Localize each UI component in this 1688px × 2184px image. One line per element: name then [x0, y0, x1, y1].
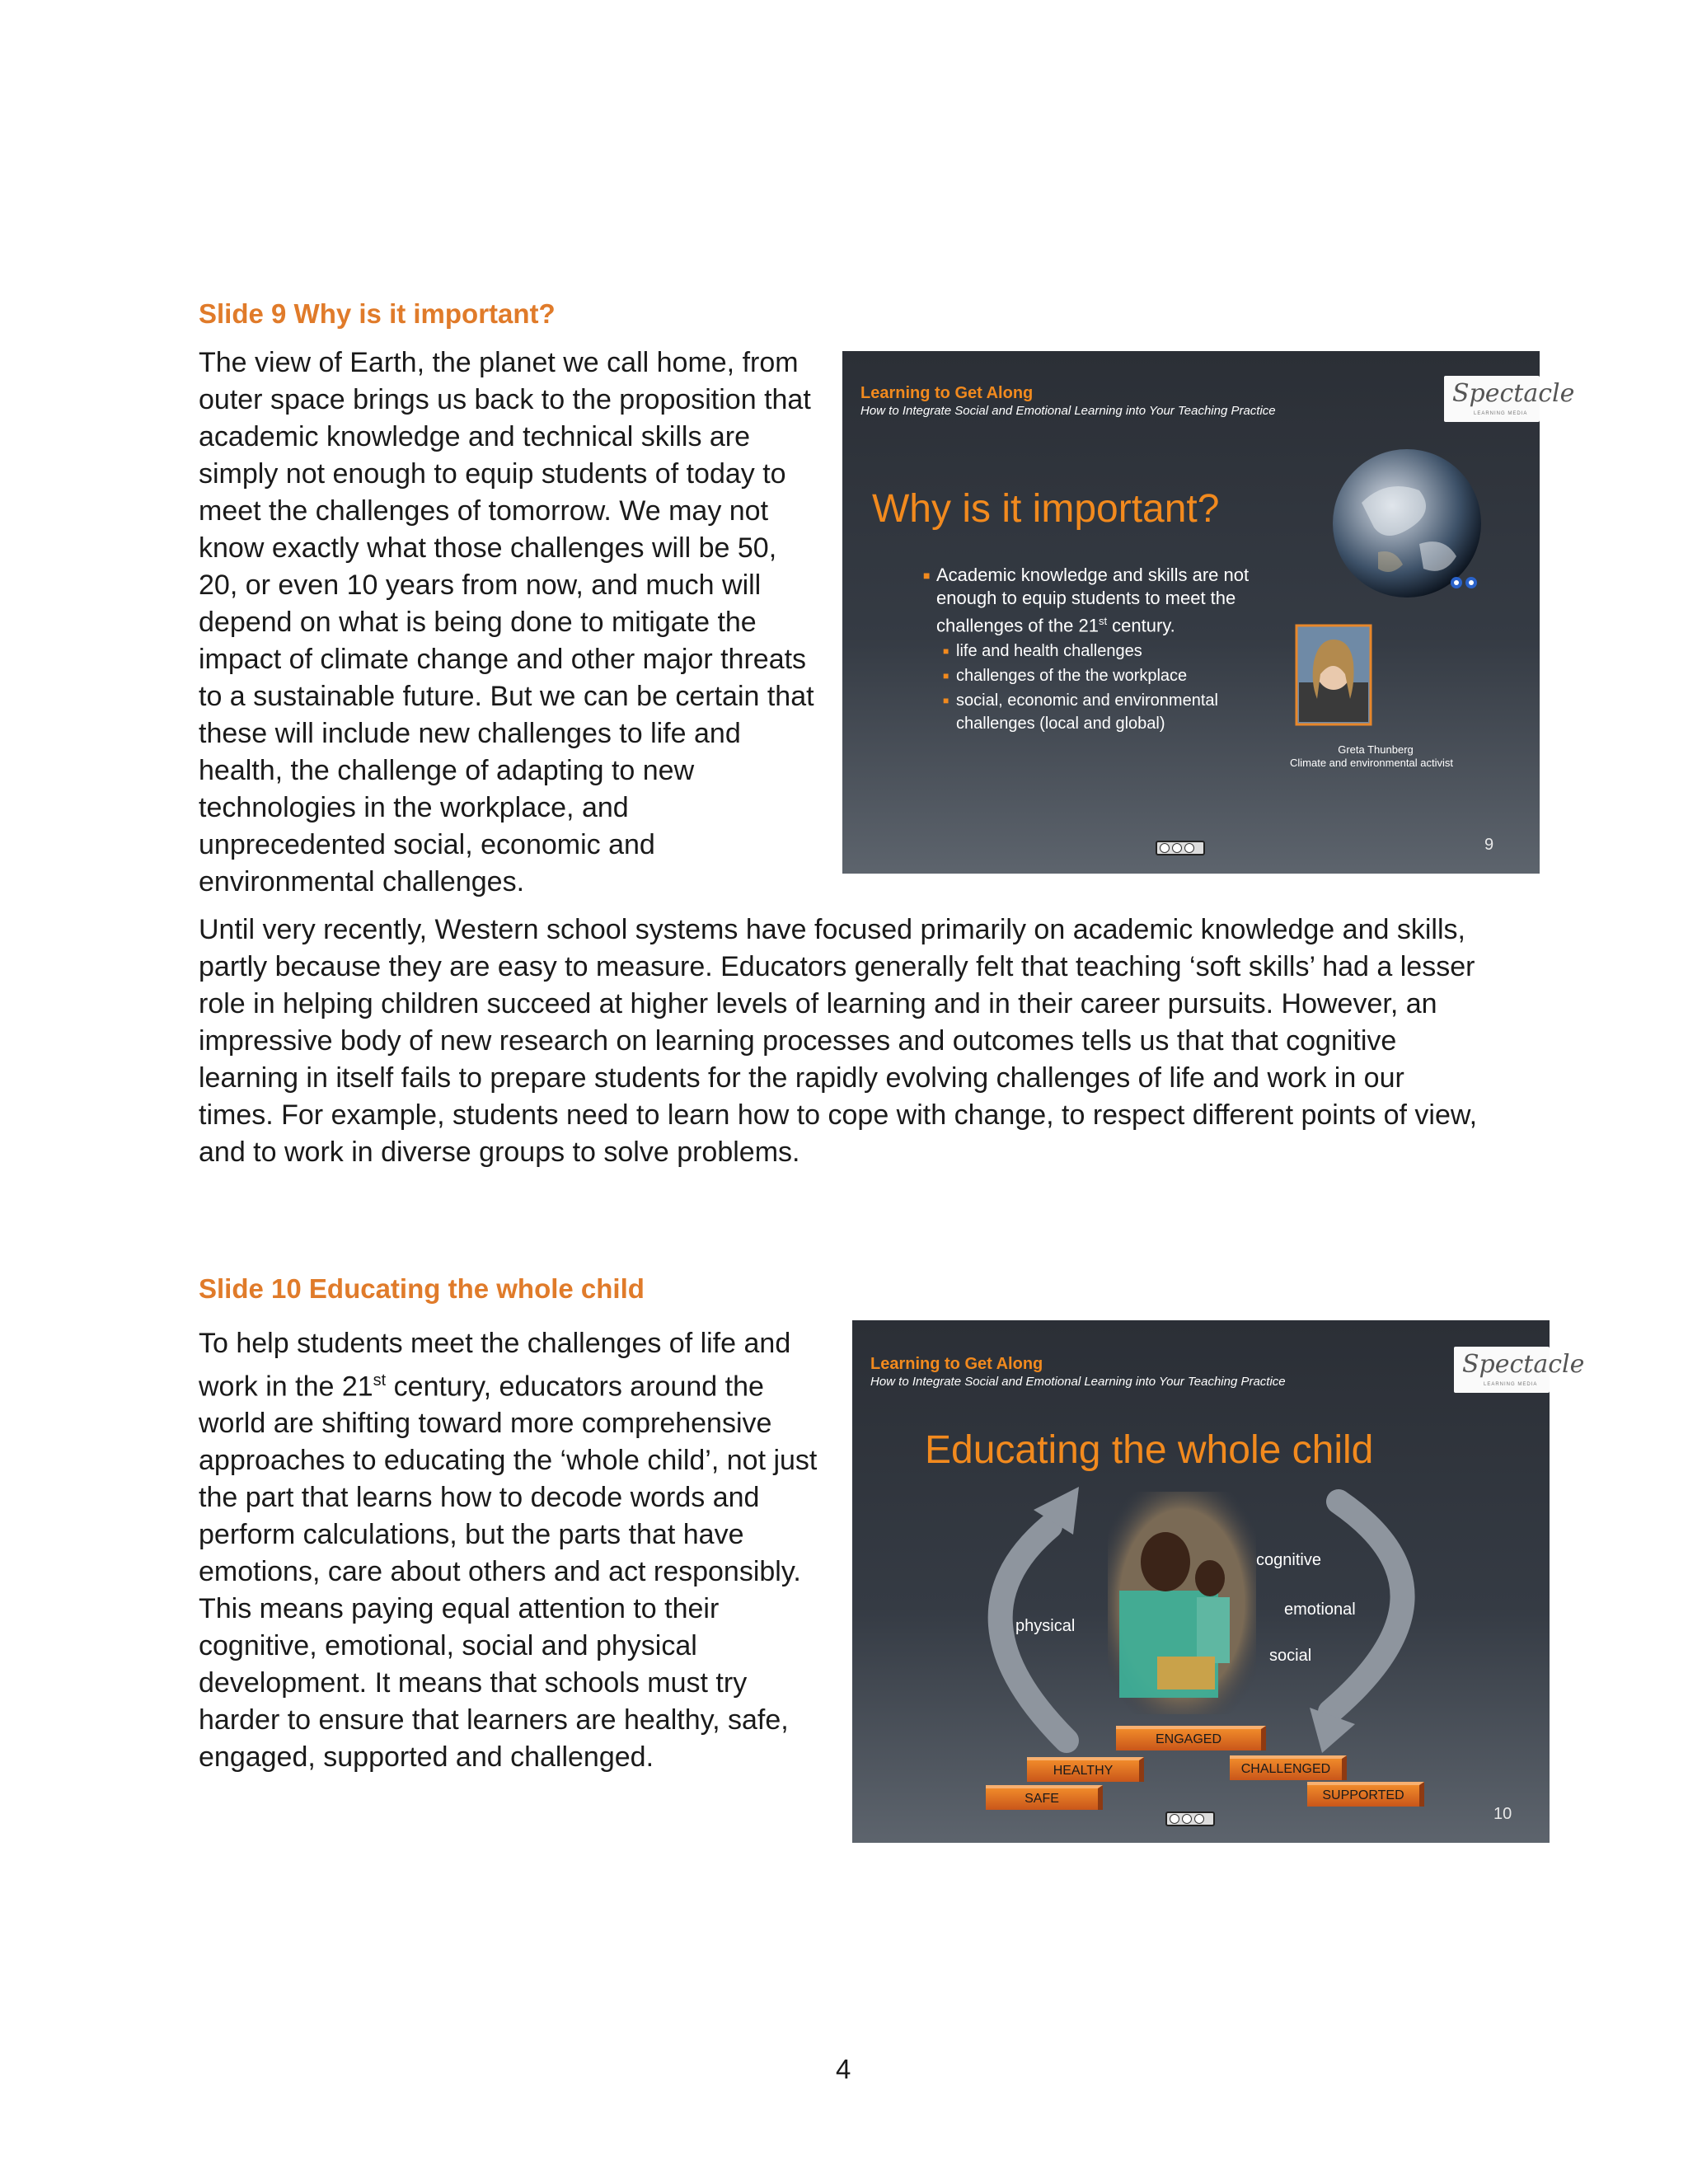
label-cognitive: cognitive [1256, 1551, 1321, 1569]
slide10-body-line: the part that learns how to decode words and [199, 1482, 760, 1514]
slide9-body-line: know exactly what those challenges will be 50, [199, 532, 777, 564]
slide-title: Why is it important? [872, 487, 1220, 531]
slide-kicker-subtitle: How to Integrate Social and Emotional Learning into Your Teaching Practice [860, 404, 1276, 418]
section-heading-slide10: Slide 10 Educating the whole child [199, 1273, 645, 1304]
page-number: 4 [836, 2054, 851, 2084]
bullet-square-icon: ■ [943, 645, 950, 658]
slide9-body-line: these will include new challenges to life and [199, 718, 741, 749]
spectacle-logo [1444, 376, 1575, 422]
brick-safe: SAFE [986, 1785, 1103, 1810]
superscript: st [373, 1371, 387, 1390]
slide-number: 10 [1493, 1805, 1512, 1823]
bullet-square-icon: ■ [943, 670, 950, 682]
slide-number: 9 [1484, 836, 1494, 854]
bullet-line: Academic knowledge and skills are not [936, 565, 1250, 585]
slide9-body-line: 20, or even 10 years from now, and much will [199, 569, 762, 601]
logo-wordmark: Spectacle [1452, 379, 1575, 408]
section-heading-slide9: Slide 9 Why is it important? [199, 298, 556, 329]
slide10-body-line: cognitive, emotional, social and physical [199, 1630, 697, 1662]
slide9-body-line: health, the challenge of adapting to new [199, 755, 695, 786]
slide9-body-line: environmental challenges. [199, 866, 525, 898]
slide9-body-line: technologies in the workplace, and [199, 792, 629, 823]
creative-commons-badge-icon [1165, 1811, 1215, 1826]
slide10-body-line: To help students meet the challenges of life and [199, 1328, 791, 1359]
paragraph-line: partly because they are easy to measure. Educators generally felt that teaching ‘soft skills’ had a lesser [199, 951, 1475, 982]
paragraph-line: role in helping children succeed at higher levels of learning and in their career pursuits. However, an [199, 988, 1437, 1019]
portrait-caption-name: Greta Thunberg [1338, 743, 1414, 756]
bullet-main [923, 564, 1286, 637]
superscript: st [1098, 615, 1108, 627]
bullet-line: challenges of the 21 [936, 615, 1099, 636]
logo-tagline: LEARNING MEDIA [1484, 1382, 1538, 1387]
sub-bullet-text: challenges of the the workplace [956, 667, 1188, 686]
bullet-square-icon: ■ [923, 569, 931, 582]
brick-engaged: ENGAGED [1116, 1726, 1266, 1750]
slide10-body-line: development. It means that schools must try [199, 1667, 748, 1699]
sub-bullet-text: life and health challenges [956, 642, 1142, 661]
sub-bullet [943, 663, 1286, 688]
paragraph-line: learning in itself fails to prepare students for the rapidly evolving challenges of life and work in our [199, 1062, 1404, 1094]
body-text-span: work in the 21 [199, 1371, 373, 1403]
slide9-body-line: to a sustainable future. But we can be certain that [199, 681, 814, 712]
label-physical: physical [1015, 1617, 1076, 1635]
spectacle-logo [1454, 1347, 1585, 1393]
brick-challenged: CHALLENGED [1230, 1755, 1347, 1780]
bullet-square-icon: ■ [943, 695, 950, 707]
slide10-body-line: approaches to educating the ‘whole child’, not just [199, 1445, 818, 1477]
brick-supported: SUPPORTED [1307, 1782, 1424, 1807]
body-paragraph [199, 912, 1534, 1171]
greta-thunberg-portrait [1296, 625, 1372, 725]
sub-bullet-continuation: challenges (local and global) [956, 715, 1165, 733]
slide-title: Educating the whole child [925, 1428, 1374, 1472]
slide10-body-line: This means paying equal attention to their [199, 1593, 720, 1625]
slide9-body-line: The view of Earth, the planet we call home, from [199, 347, 799, 378]
slide9-bullets [923, 564, 1286, 734]
slide10-body-line: emotions, care about others and act responsibly. [199, 1556, 801, 1588]
slide9-body-line: unprecedented social, economic and [199, 829, 655, 860]
slide9-body-line: simply not enough to equip students of today to [199, 458, 786, 490]
paragraph-line: Until very recently, Western school systems have focused primarily on academic knowledge and skills, [199, 914, 1465, 945]
slide9-image [842, 351, 1575, 874]
slide10-body-line: engaged, supported and challenged. [199, 1741, 654, 1774]
slide-kicker: Learning to Get Along [870, 1355, 1043, 1373]
sub-bullets [923, 639, 1286, 734]
slide9-body-line: outer space brings us back to the proposition that [199, 384, 811, 415]
slide10-body-line: harder to ensure that learners are healthy, safe, [199, 1704, 789, 1736]
slide9-body-line: depend on what is being done to mitigate the [199, 607, 757, 638]
slide-kicker-subtitle: How to Integrate Social and Emotional Learning into Your Teaching Practice [870, 1375, 1286, 1389]
paragraph-line: times. For example, students need to learn how to cope with change, to respect different points of view, [199, 1099, 1478, 1131]
bullet-line: enough to equip students to meet the [936, 588, 1236, 608]
child-photo [1108, 1492, 1256, 1714]
creative-commons-badge-icon [1156, 841, 1205, 855]
body-text-span: century, educators around the [386, 1371, 764, 1403]
label-social: social [1269, 1647, 1312, 1665]
sub-bullet [943, 688, 1286, 713]
portrait-caption-role: Climate and environmental activist [1290, 757, 1453, 769]
brick-healthy: HEALTHY [1027, 1757, 1144, 1782]
slide9-body-line: meet the challenges of tomorrow. We may not [199, 495, 769, 527]
paragraph-line: impressive body of new research on learning processes and outcomes tells us that that cognitive [199, 1025, 1397, 1057]
sub-bullet-text: social, economic and environmental [956, 691, 1218, 710]
nasa-noaa-icon [1449, 575, 1482, 590]
paragraph-line: and to work in diverse groups to solve problems. [199, 1137, 800, 1168]
slide9-body-line: academic knowledge and technical skills are [199, 421, 751, 452]
slide10-body-line-with-sup [199, 1362, 842, 1405]
slide-kicker: Learning to Get Along [860, 384, 1034, 402]
slide10-image [852, 1320, 1585, 1843]
bullet-line: century. [1107, 615, 1175, 636]
slide10-body-text [199, 1325, 842, 1776]
bullet-line-with-sup [936, 610, 1286, 637]
label-emotional: emotional [1284, 1601, 1356, 1619]
slide9-body-line: impact of climate change and other major threats [199, 644, 807, 675]
slide10-body-line: world are shifting toward more comprehensive [199, 1408, 772, 1440]
logo-tagline: LEARNING MEDIA [1474, 411, 1528, 416]
logo-wordmark: Spectacle [1462, 1350, 1585, 1379]
sub-bullet [943, 639, 1286, 663]
slide9-body-text [199, 344, 842, 901]
slide10-body-line: perform calculations, but the parts that have [199, 1519, 744, 1551]
